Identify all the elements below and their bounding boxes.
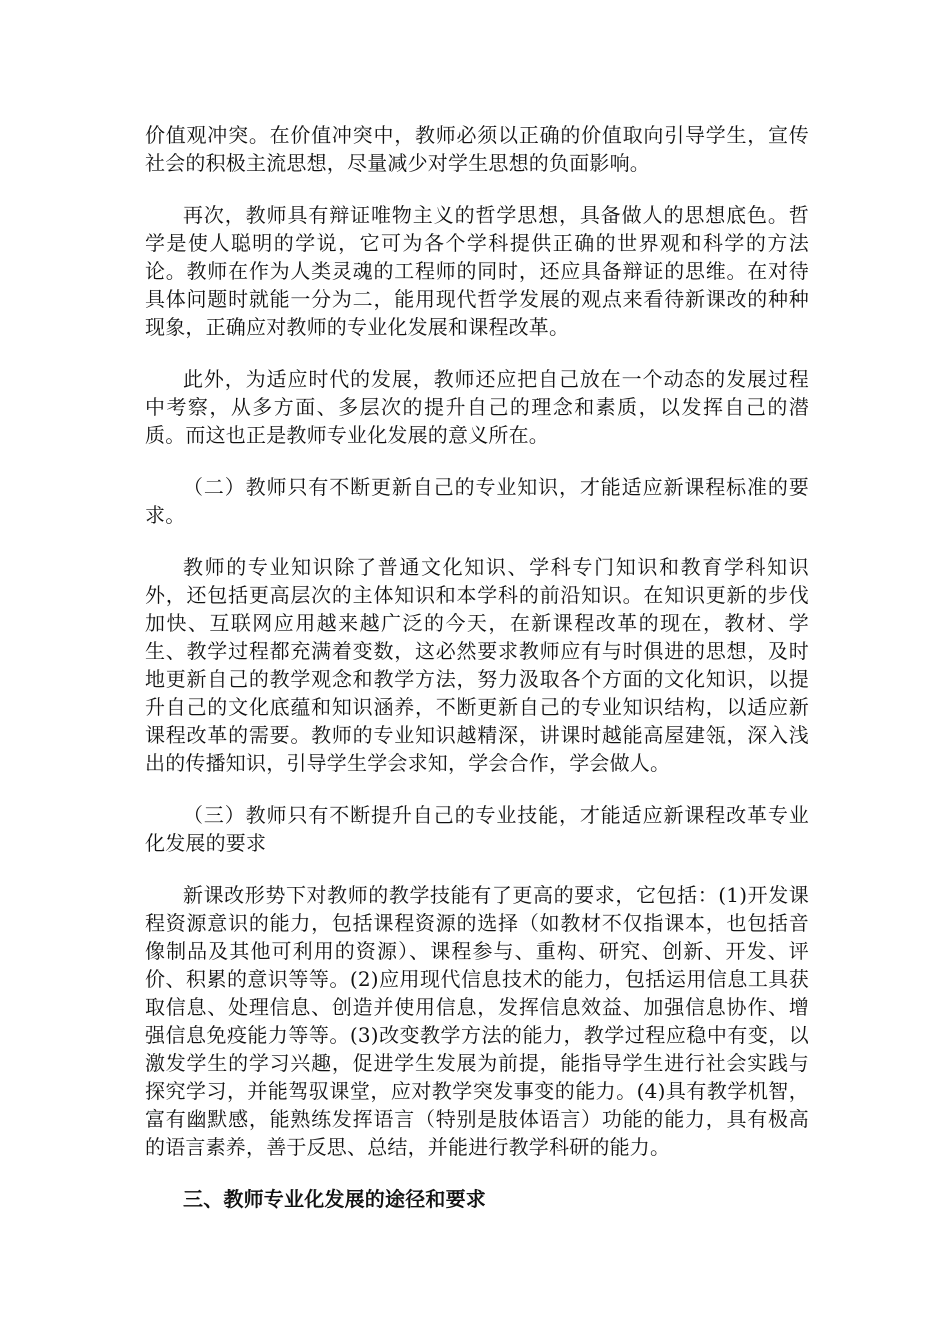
paragraph-dynamic-development: 此外，为适应时代的发展，教师还应把自己放在一个动态的发展过程中考察，从多方面、多层次的提升自己的理念和素质，以发挥自己的潜质。而这也正是教师专业化发展的意义所在。 <box>145 367 809 447</box>
paragraph-dialectical-thinking: 再次，教师具有辩证唯物主义的哲学思想，具备做人的思想底色。哲学是使人聪明的学说，它可为各个学科提供正确的世界观和科学的方法论。教师在作为人类灵魂的工程师的同时，还应具备辩证的思维。在对待具体问题时就能一分为二，能用现代哲学发展的观点来看待新课改的种种现象，正确应对教师的专业化发展和课程改革。 <box>145 203 809 339</box>
section-heading: 三、教师专业化发展的途径和要求 <box>183 1187 486 1211</box>
document-body <box>145 121 809 1213</box>
subheading-professional-knowledge: （二）教师只有不断更新自己的专业知识，才能适应新课程标准的要求。 <box>145 475 809 527</box>
paragraph-professional-knowledge: 教师的专业知识除了普通文化知识、学科专门知识和教育学科知识外，还包括更高层次的主体知识和本学科的前沿知识。在知识更新的步伐加快、互联网应用越来越广泛的今天，在新课程改革的现在，教材、学生、教学过程都充满着变数，这必然要求教师应有与时俱进的思想，及时地更新自己的教学观念和教学方法，努力汲取各个方面的文化知识，以提升自己的文化底蕴和知识涵养，不断更新自己的专业知识结构，以适应新课程改革的需要。教师的专业知识越精深，讲课时越能高屋建瓴，深入浅出的传播知识，引导学生学会求知，学会合作，学会做人。 <box>145 555 809 775</box>
subheading-professional-skills: （三）教师只有不断提升自己的专业技能，才能适应新课程改革专业化发展的要求 <box>145 803 809 855</box>
paragraph-continuation: 价值观冲突。在价值冲突中，教师必须以正确的价值取向引导学生，宣传社会的积极主流思想，尽量减少对学生思想的负面影响。 <box>145 123 809 175</box>
paragraph-teaching-skills: 新课改形势下对教师的教学技能有了更高的要求，它包括：(1)开发课程资源意识的能力，包括课程资源的选择（如教材不仅指课本，也包括音像制品及其他可利用的资源）、课程参与、重构、研究、创新、开发、评价、积累的意识等等。(2)应用现代信息技术的能力，包括运用信息工具获取信息、处理信息、创造并使用信息，发挥信息效益、加强信息协作、增强信息免疫能力等等。(3)改变教学方法的能力，教学过程应稳中有变，以激发学生的学习兴趣，促进学生发展为前提，能指导学生进行社会实践与探究学习，并能驾驭课堂，应对教学突发事变的能力。(4)具有教学机智，富有幽默感，能熟练发挥语言（特别是肢体语言）功能的能力，具有极高的语言素养，善于反思、总结，并能进行教学科研的能力。 <box>145 883 809 1159</box>
